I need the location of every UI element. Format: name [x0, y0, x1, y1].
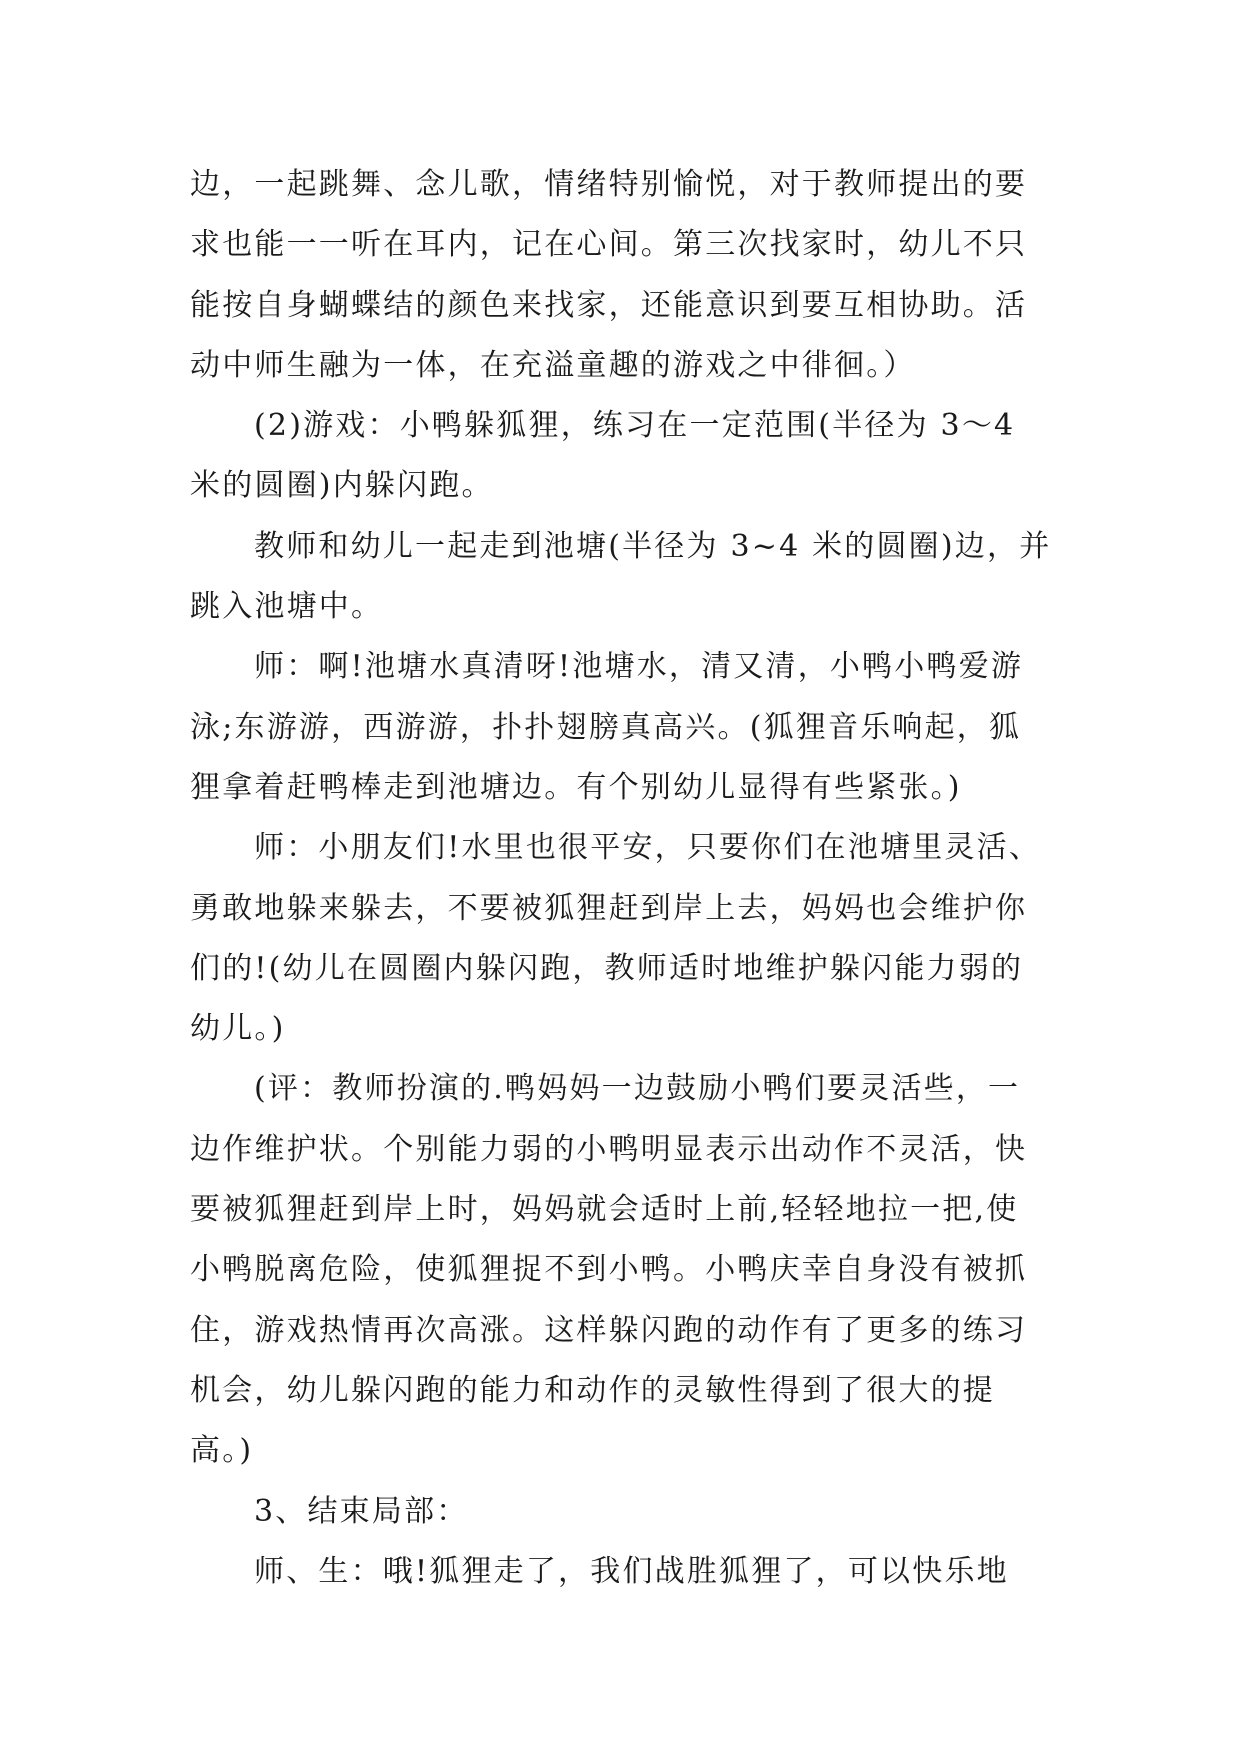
text-line-21: 机会，幼儿躲闪跑的能力和动作的灵敏性得到了很大的提	[190, 1372, 995, 1408]
text-line-2: 求也能一一听在耳内，记在心间。第三次找家时，幼儿不只	[190, 227, 1028, 263]
document-body	[190, 155, 1050, 1602]
text-line-6: 米的圆圈)内躲闪跑。	[190, 468, 494, 504]
text-line-9: 师：啊!池塘水真清呀!池塘水，清又清，小鸭小鸭爱游	[254, 649, 1024, 685]
text-line-11: 狸拿着赶鸭棒走到池塘边。有个别幼儿显得有些紧张。)	[190, 769, 962, 805]
text-line-23: 3、结束局部：	[254, 1493, 469, 1529]
text-line-3: 能按自身蝴蝶结的颜色来找家，还能意识到要互相协助。活	[190, 287, 1028, 323]
text-line-5: (2)游戏：小鸭躲狐狸，练习在一定范围(半径为 3～4	[254, 408, 1016, 444]
text-line-12: 师：小朋友们!水里也很平安，只要你们在池塘里灵活、	[254, 830, 1042, 866]
text-line-20: 住，游戏热情再次高涨。这样躲闪跑的动作有了更多的练习	[190, 1312, 1028, 1348]
text-line-8: 跳入池塘中。	[190, 589, 384, 625]
text-line-14: 们的!(幼儿在圆圈内躲闪跑，教师适时地维护躲闪能力弱的	[190, 950, 1024, 986]
text-line-7: 教师和幼儿一起走到池塘(半径为 3~4 米的圆圈)边，并	[254, 528, 1052, 564]
text-line-15: 幼儿。)	[190, 1011, 286, 1047]
text-line-22: 高。)	[190, 1433, 254, 1469]
text-line-24: 师、生：哦!狐狸走了，我们战胜狐狸了，可以快乐地	[254, 1553, 1009, 1589]
text-line-19: 小鸭脱离危险，使狐狸捉不到小鸭。小鸭庆幸自身没有被抓	[190, 1252, 1028, 1288]
text-line-17: 边作维护状。个别能力弱的小鸭明显表示出动作不灵活，快	[190, 1131, 1028, 1167]
text-line-10: 泳;东游游，西游游，扑扑翅膀真高兴。(狐狸音乐响起，狐	[190, 709, 1022, 745]
text-line-1: 边，一起跳舞、念儿歌，情绪特别愉悦，对于教师提出的要	[190, 167, 1028, 202]
text-line-4: 动中师生融为一体，在充溢童趣的游戏之中徘徊。）	[190, 347, 916, 383]
text-line-13: 勇敢地躲来躲去，不要被狐狸赶到岸上去，妈妈也会维护你	[190, 890, 1028, 926]
text-line-18: 要被狐狸赶到岸上时，妈妈就会适时上前,轻轻地拉一把,使	[190, 1192, 1019, 1228]
text-line-16: (评：教师扮演的.鸭妈妈一边鼓励小鸭们要灵活些，一	[254, 1071, 1021, 1107]
